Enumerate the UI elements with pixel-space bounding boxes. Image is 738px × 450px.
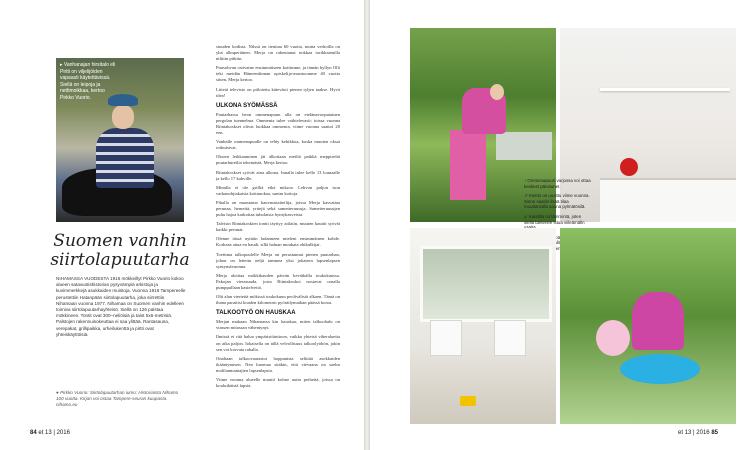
column-paragraph: Minulla ei ole grilliä eikä mikroa. Lehvon paljon ison varkanohjiakaista kottuuokaa, sanim kottoja.	[216, 184, 340, 196]
column-paragraph: Ilmissä ei ritä halua ympäristöinitoon, vaikka yhteisä viheralueita on aika paljon. Iokaisella on tällä velvollisuus talkoolyöhön, jokin sen voi korvata rahalla.	[216, 334, 340, 352]
caption-arrow-icon: ▸	[60, 62, 63, 68]
woman-head	[490, 84, 504, 100]
column-paragraph: Toettima talkopuolelle Merja on perustannut pienen puutarhan, johon on leitettu neljä tammea yksi jokaisen lapsenlapsen syntymävuonna.	[216, 251, 340, 269]
woman-shape	[632, 292, 684, 350]
article-title	[50, 232, 190, 270]
white-chair	[430, 320, 462, 356]
left-page	[0, 0, 364, 450]
column-paragraph: Merja aloittaa mökkikauden päivän kevätkälla toukokuussa. Pakojan vierasuuda, josta Riintakoskot nostavat ornalla pumppullaan kastelvettä.	[216, 272, 340, 290]
kitchen-shelf	[600, 88, 730, 91]
column-paragraph: Viime vuonna alueelle muutti kolme uutta perhettä, joissa on kouluikäisiä lapsia.	[216, 377, 340, 389]
column-paragraph: Olenne tässä nyttäin ladanneen mieleni ensimmäinen kohde. Korkeaa aitaa en haudi, sillä haluan muukata ohikulkijat.	[216, 236, 340, 248]
title-line-1: Suomen vanhin	[53, 231, 187, 251]
woman-legs	[450, 130, 486, 200]
column-paragraph: Liitetä televisio on piilotettu kätevästi pienen tyljen taakse. Hyvä idea!	[216, 86, 340, 98]
red-plant	[620, 158, 638, 176]
photo-porch	[410, 228, 556, 424]
column-paragraph: Olti alan vierteitä mökissä toukokuun peolivälistä alkaen. Tämä on ihana paratiisi koaden kilometrin pyöräilymatkan päässä kotoa.	[216, 294, 340, 306]
white-chair	[494, 320, 526, 356]
book-note: ● Pirkko Vuorio: Siirtolapuutarhan iumo: Historiaista Nihamo 100 vuotta. Kirjan voi ostaa Tampere-seuran kuupasta. nihamo.eu	[56, 390, 179, 407]
porch-window	[420, 246, 552, 322]
column-paragraph: Talvisin Riintakoskien tontti täyttyy aitlaiin, muuten kauttit syövät kaikki perunat.	[216, 221, 340, 233]
photo-dishwashing	[560, 228, 736, 424]
person-face	[112, 105, 134, 129]
yellow-boots	[460, 396, 476, 406]
column-paragraph: siuuden kodista. Nilssä on tieuttaa 60 vuotta, mutta verhoilla on yhä alkuperäinen. Merja on rakentanut nokkaa tortkkaamilla nilttiin pitkiin.	[216, 44, 340, 62]
column-paragraph: Oksien leikkaaminen jäi alkoitaan meiltä paikkä meppiseltä puutarhureilta tekemästä, Merja kertoo.	[216, 154, 340, 166]
section-heading: TALKOOTYÖ ON HAUSKAA	[216, 310, 296, 317]
blue-bowl	[620, 354, 700, 384]
photo-captions: ↑ Ommenapuun varjossa voi ottaa keskeet päiväunet. ↗ Kiettiö on uusittu viime vuonna. Sinne saatiin lisää tilaa muuttamalla sauna pylmätösilä. ↙ Kuistilla on lämmintä, joten siellä tarkenee istua viileämälln	[524, 178, 592, 256]
article-column	[216, 44, 340, 392]
column-paragraph: Vanhalle ommenapuulle on tehty kehikkoa, koska muuten oksat rotkuisivat.	[216, 139, 340, 151]
garden-table	[496, 132, 552, 160]
child-shape	[596, 320, 630, 356]
right-page	[370, 0, 738, 450]
lead-paragraph: NIHAMASSA VUODESTA 1916 mökkeillyt Pirkko Vuorio kokoo alueen satavuotishistorian pysyvämpiä arkistoja ja kuvimmerkkejä asukkaiden muistoja. Vuonna 1916 Tampereelle perustettiin Hatanpään siirtolapuutarha, joka siirrettiin Nihamaan vuonna 1977. Nihamaa on Suomen vanhin edelleen toimiva siirtolapuutarhayhteisö. Siellä on 126 palstaa mökkineen. Tontit ovat 300–neliöisiä ja talot 5x6-metrisiä. Palstojen rakennuisokeuttaa ei saa ylittää. Rantasauna, verepakat, grillipaikka, urheilukenttä ja pirtti ovat yhteiskäyttöisiä.	[56, 276, 186, 337]
person-body	[96, 128, 154, 188]
column-paragraph: Riintakoskset syövät aina ulkona. Innalla tulee kello 13 lounaalle ja kello 17 kahville.	[216, 169, 340, 181]
column-paragraph: Merjan mukaan Nihamassa kin hauskaa, miten talkoohalu on viassen mitassan vähentynyt.	[216, 319, 340, 331]
column-paragraph: Onaltaan talkoovaarastoi hoppanista selittää asokkaiden ikääntymisen. Nen huomaa sitäkin, että vievaana on saelm molilanmantajien lapsenlapsia.	[216, 355, 340, 373]
folio-left: 84 et 13 | 2016	[30, 430, 70, 436]
bullet-icon: ●	[56, 390, 61, 395]
column-paragraph: Pihalla on maastamo kauvnustaiteilija, joissa Merja kasvattaa perunaa, herneitä, yrttejä sekä sametteruusuja. Sametteruusujen puhu hajoa karkottaa tuholaisia hyntykasveista.	[216, 199, 340, 218]
column-paragraph: Puutarhassa heon ommenapuun alla on etelänavoopaiainen pergolan tuennelma. Ommenia tulee vaihtelevasti: toissa vuonna Riintakoskset olivat luokkaa ommenia, viime vuonna saattoi 20 een.	[216, 111, 340, 136]
folio-right: et 13 | 2016 85	[678, 430, 718, 436]
column-paragraph: Puusohvan ostivatne ensimmäiseen kottimme, ja tämän hyllyn Olli teki meidän Hämeenlinnan opiskelija-asuntoomme 40 vuotta sitten, Merja kertoo.	[216, 65, 340, 83]
title-line-2: siirtolapuutarha	[50, 250, 190, 270]
caption-arrow-icon: ↑	[524, 178, 528, 183]
caption-arrow-icon: ↙	[524, 213, 529, 219]
photo-caption: ▸ Vanhanajan hirsitalo eli Pirtti on viljelijöiden vapaasti käytettävissä. Siellä on leipoja ja nettimoikkaa, kertoo Pirkko Vuorio.	[60, 62, 116, 101]
section-heading: ULKONA SYÖMÄSSÄ	[216, 102, 278, 109]
kitchen-counter	[600, 178, 736, 222]
caption-arrow-icon: ↗	[524, 193, 529, 199]
